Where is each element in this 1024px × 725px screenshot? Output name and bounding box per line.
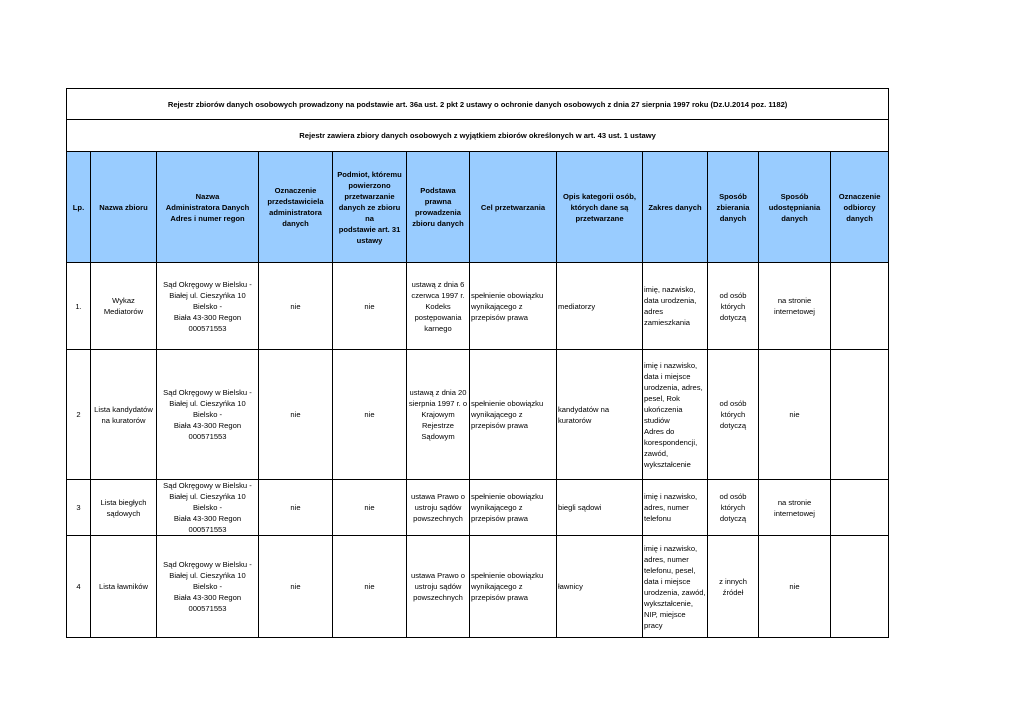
column-header-categories: Opis kategorii osób, których dane są przetwarzane	[557, 152, 643, 263]
cell-representative: nie	[259, 350, 333, 480]
cell-set-name: Lista ławników	[91, 536, 157, 638]
cell-sharing-method: na stronie internetowej	[759, 480, 831, 536]
cell-data-scope: imię i nazwisko, data i miejsce urodzenia, adres, pesel, Rok ukończenia studiów Adres do korespondencji, zawód, wykształcenie	[643, 350, 708, 480]
header-row	[67, 152, 889, 263]
cell-purpose: spełnienie obowiązku wynikającego z przepisów prawa	[470, 263, 557, 350]
cell-categories: kandydatów na kuratorów	[557, 350, 643, 480]
column-header-representative: Oznaczenie przedstawiciela administratora danych	[259, 152, 333, 263]
column-header-administrator: Nazwa Administratora Danych Adres i numer regon	[157, 152, 259, 263]
column-header-data-scope: Zakres danych	[643, 152, 708, 263]
cell-entrusted-entity: nie	[333, 480, 407, 536]
cell-administrator: Sąd Okręgowy w Bielsku - Białej ul. Cieszyńka 10 Bielsko - Biała 43-300 Regon 000571553	[157, 350, 259, 480]
cell-representative: nie	[259, 480, 333, 536]
cell-recipient	[831, 536, 889, 638]
cell-set-name: Wykaz Mediatorów	[91, 263, 157, 350]
table-row	[67, 350, 889, 480]
cell-data-scope: imię, nazwisko, data urodzenia, adres zamieszkania	[643, 263, 708, 350]
cell-lp: 4	[67, 536, 91, 638]
cell-categories: mediatorzy	[557, 263, 643, 350]
register-title: Rejestr zbiorów danych osobowych prowadzony na podstawie art. 36a ust. 2 pkt 2 ustawy o ochronie danych osobowych z dnia 27 sierpnia 1997 roku (Dz.U.2014 poz. 1182)	[67, 89, 889, 120]
cell-collection-method: z innych źródeł	[708, 536, 759, 638]
cell-set-name: Lista biegłych sądowych	[91, 480, 157, 536]
cell-administrator: Sąd Okręgowy w Bielsku - Białej ul. Cieszyńka 10 Bielsko - Biała 43-300 Regon 000571553	[157, 263, 259, 350]
table-row	[67, 536, 889, 638]
table-row	[67, 480, 889, 536]
cell-entrusted-entity: nie	[333, 350, 407, 480]
cell-recipient	[831, 263, 889, 350]
cell-legal-basis: ustawą z dnia 20 sierpnia 1997 r. o Krajowym Rejestrze Sądowym	[407, 350, 470, 480]
column-header-collection-method: Sposób zbierania danych	[708, 152, 759, 263]
column-header-purpose: Cel przetwarzania	[470, 152, 557, 263]
cell-administrator: Sąd Okręgowy w Bielsku - Białej ul. Cieszyńka 10 Bielsko - Biała 43-300 Regon 000571553	[157, 480, 259, 536]
column-header-lp: Lp.	[67, 152, 91, 263]
cell-purpose: spełnienie obowiązku wynikającego z przepisów prawa	[470, 480, 557, 536]
cell-set-name: Lista kandydatów na kuratorów	[91, 350, 157, 480]
cell-sharing-method: nie	[759, 350, 831, 480]
cell-purpose: spełnienie obowiązku wynikającego z przepisów prawa	[470, 536, 557, 638]
column-header-sharing-method: Sposób udostępniania danych	[759, 152, 831, 263]
cell-legal-basis: ustawą z dnia 6 czerwca 1997 r. Kodeks postępowania karnego	[407, 263, 470, 350]
cell-collection-method: od osób których dotyczą	[708, 480, 759, 536]
cell-recipient	[831, 480, 889, 536]
cell-data-scope: imię i nazwisko, adres, numer telefonu	[643, 480, 708, 536]
column-header-recipient: Oznaczenie odbiorcy danych	[831, 152, 889, 263]
cell-collection-method: od osób których dotyczą	[708, 350, 759, 480]
cell-lp: 3	[67, 480, 91, 536]
cell-representative: nie	[259, 263, 333, 350]
cell-sharing-method: na stronie internetowej	[759, 263, 831, 350]
cell-categories: biegli sądowi	[557, 480, 643, 536]
cell-purpose: spełnienie obowiązku wynikającego z przepisów prawa	[470, 350, 557, 480]
cell-lp: 2	[67, 350, 91, 480]
register-table	[66, 88, 889, 638]
cell-entrusted-entity: nie	[333, 263, 407, 350]
cell-administrator: Sąd Okręgowy w Bielsku - Białej ul. Cieszyńka 10 Bielsko - Biała 43-300 Regon 000571553	[157, 536, 259, 638]
cell-data-scope: imię i nazwisko, adres, numer telefonu, pesel, data i miejsce urodzenia, zawód, wykształcenie, NIP, miejsce pracy	[643, 536, 708, 638]
cell-entrusted-entity: nie	[333, 536, 407, 638]
column-header-set-name: Nazwa zbioru	[91, 152, 157, 263]
cell-categories: ławnicy	[557, 536, 643, 638]
table-row	[67, 263, 889, 350]
cell-lp: 1.	[67, 263, 91, 350]
cell-representative: nie	[259, 536, 333, 638]
cell-sharing-method: nie	[759, 536, 831, 638]
column-header-entrusted-entity: Podmiot, któremu powierzono przetwarzanie danych ze zbioru na podstawie art. 31 ustawy	[333, 152, 407, 263]
cell-collection-method: od osób których dotyczą	[708, 263, 759, 350]
cell-legal-basis: ustawa Prawo o ustroju sądów powszechnych	[407, 480, 470, 536]
cell-legal-basis: ustawa Prawo o ustroju sądów powszechnych	[407, 536, 470, 638]
column-header-legal-basis: Podstawa prawna prowadzenia zbioru danych	[407, 152, 470, 263]
cell-recipient	[831, 350, 889, 480]
register-subtitle: Rejestr zawiera zbiory danych osobowych z wyjątkiem zbiorów określonych w art. 43 ust. 1 ustawy	[67, 120, 889, 152]
